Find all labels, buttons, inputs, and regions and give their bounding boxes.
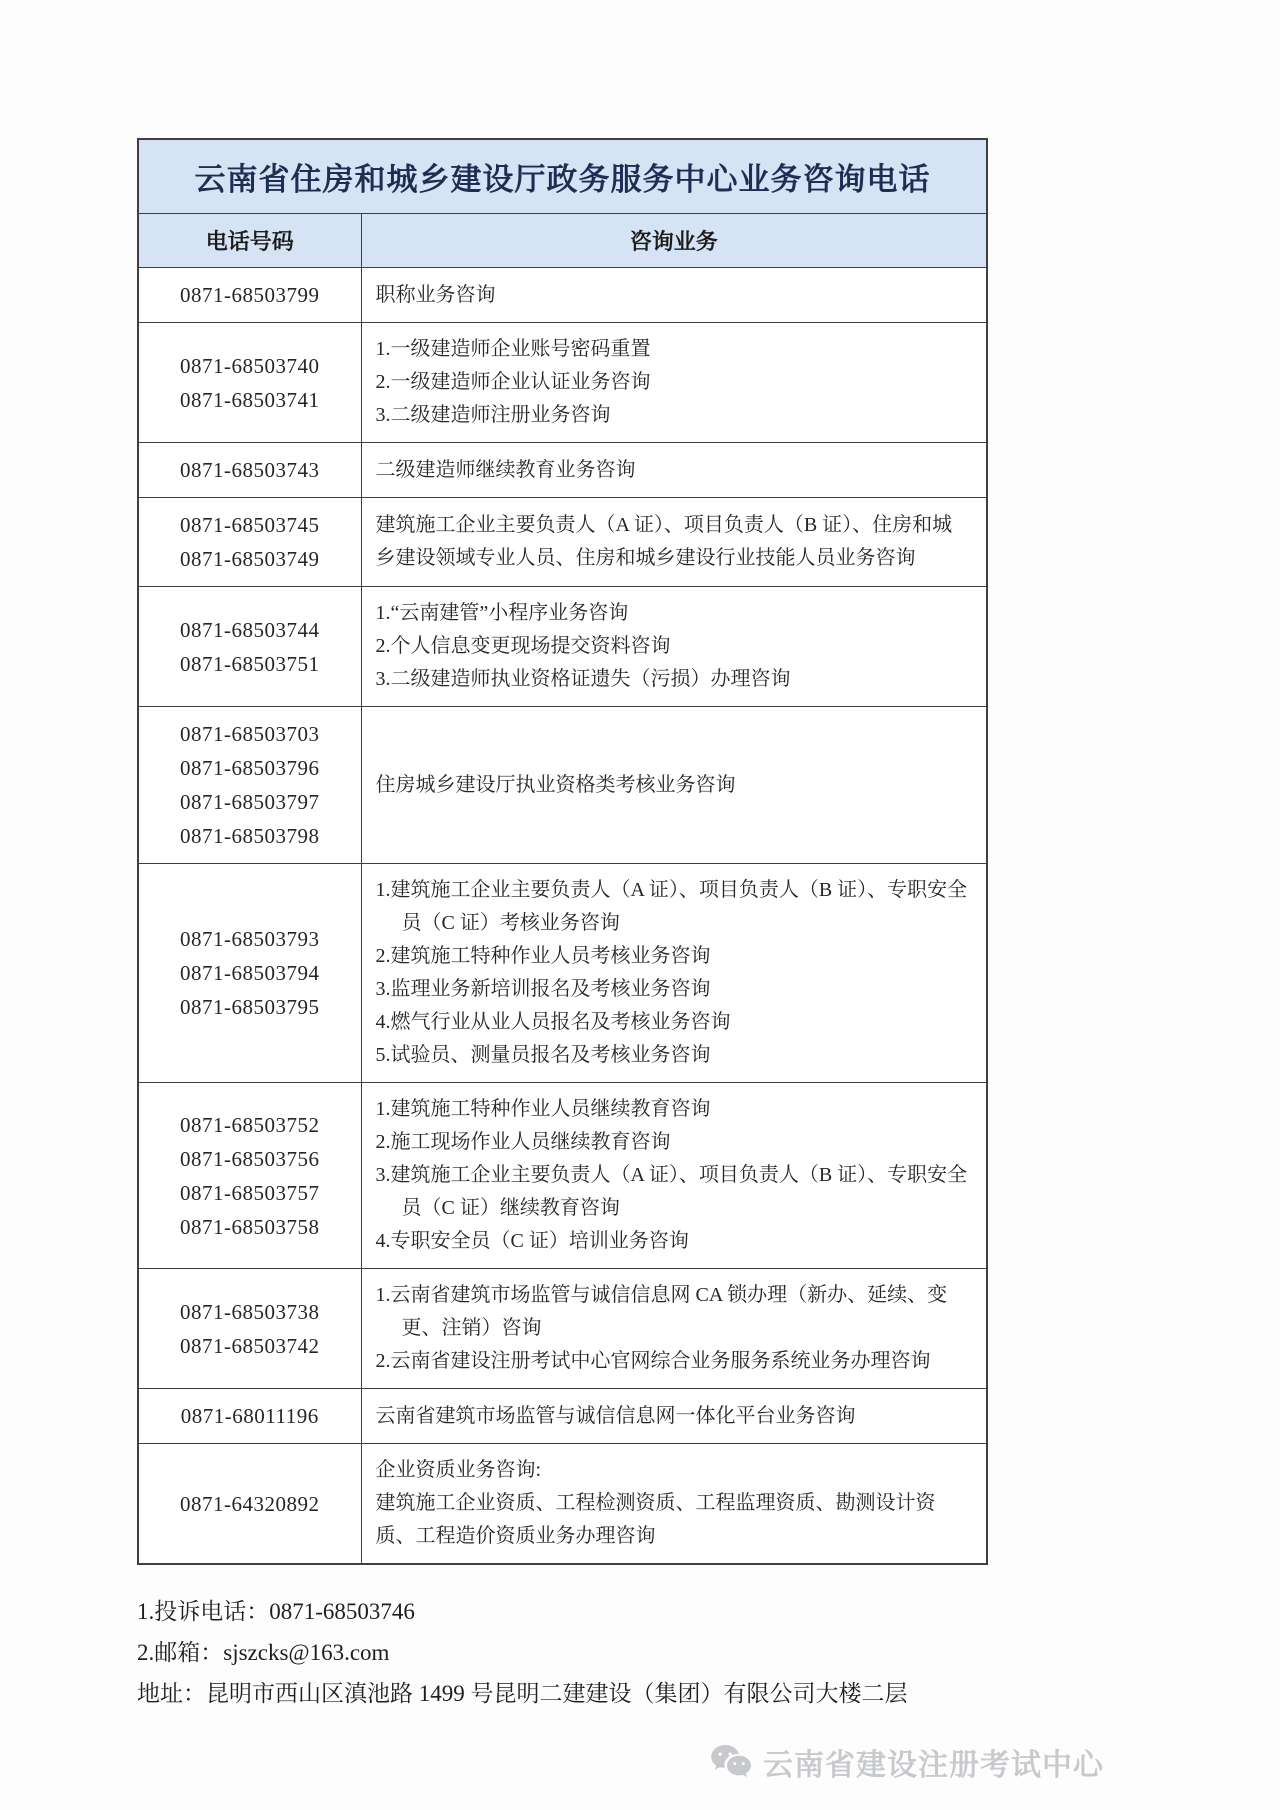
table-row [138,1389,987,1444]
phone-number: 0871-68503796 [180,756,320,780]
services-cell [361,1083,987,1269]
table-row [138,323,987,443]
phone-number: 0871-68503798 [180,824,320,848]
phone-number: 0871-68503751 [180,651,320,676]
wechat-icon [708,1742,754,1782]
service-item: 2.一级建造师企业认证业务咨询 [375,371,651,393]
phone-number: 0871-64320892 [180,1491,320,1516]
services-cell [361,864,987,1083]
watermark-text: 云南省建设注册考试中心 [763,1749,1104,1782]
column-header-service: 咨询业务 [361,214,987,268]
service-item: 二级建造师继续教育业务咨询 [375,458,636,481]
services-cell [361,1444,987,1565]
service-item: 1.云南省建筑市场监管与诚信信息网 CA 锁办理（新办、延续、变更、注销）咨询 [375,1284,948,1339]
services-cell [361,1389,987,1444]
table-row [138,268,987,323]
phone-number: 0871-68503794 [180,961,320,985]
service-item: 2.建筑施工特种作业人员考核业务咨询 [375,945,711,967]
service-item: 2.个人信息变更现场提交资料咨询 [375,635,671,657]
phone-number: 0871-68503703 [180,722,320,746]
phone-number: 0871-68503799 [180,283,320,307]
table-row [138,443,987,498]
phone-number: 0871-68011196 [180,1404,319,1428]
service-item: 职称业务咨询 [375,283,496,306]
table-row [138,707,987,864]
note-address: 地址：昆明市西山区滇池路 1499 号昆明二建建设（集团）有限公司大楼二层 [137,1681,908,1706]
service-item: 2.云南省建设注册考试中心官网综合业务服务系统业务办理咨询 [375,1350,931,1372]
services-cell [361,268,987,323]
phone-number: 0871-68503756 [180,1146,320,1171]
phone-number: 0871-68503793 [180,927,320,951]
service-item: 3.监理业务新培训报名及考核业务咨询 [375,978,711,1000]
note-email: 2.邮箱：sjszcks@163.com [137,1640,390,1665]
services-cell [361,587,987,707]
service-item: 1.“云南建管”小程序业务咨询 [375,602,629,624]
table-row [138,1444,987,1565]
service-item: 4.专职安全员（C 证）培训业务咨询 [375,1230,689,1252]
services-cell [361,498,987,587]
phone-numbers-cell [138,323,361,443]
service-item: 建筑施工企业主要负责人（A 证）、项目负责人（B 证）、住房和城乡建设领域专业人员、住房和城乡建设行业技能人员业务咨询 [375,514,953,569]
note-complaint-phone: 1.投诉电话：0871-68503746 [137,1599,415,1624]
service-item: 住房城乡建设厅执业资格类考核业务咨询 [375,773,736,796]
footer-notes [137,1591,1280,1714]
phone-numbers-cell [138,1083,361,1269]
services-cell [361,1269,987,1389]
phone-number: 0871-68503744 [180,617,320,642]
phone-number: 0871-68503745 [180,513,320,537]
consultation-phone-table [137,138,988,1565]
phone-numbers-cell [138,498,361,587]
table-title: 云南省住房和城乡建设厅政务服务中心业务咨询电话 [138,139,987,214]
phone-numbers-cell [138,1444,361,1565]
phone-number: 0871-68503743 [180,458,320,482]
phone-numbers-cell [138,1389,361,1444]
phone-number: 0871-68503749 [180,547,320,571]
service-item: 企业资质业务咨询: [375,1459,542,1481]
table-row [138,587,987,707]
table-title-row [138,139,987,214]
watermark [708,1740,1104,1784]
phone-numbers-cell [138,707,361,864]
table-header-row [138,214,987,268]
service-item: 1.建筑施工特种作业人员继续教育咨询 [375,1098,711,1120]
services-cell [361,707,987,864]
phone-number: 0871-68503797 [180,790,320,814]
services-cell [361,443,987,498]
phone-number: 0871-68503752 [180,1112,320,1137]
phone-number: 0871-68503758 [180,1214,320,1239]
table-row [138,1083,987,1269]
service-item: 2.施工现场作业人员继续教育咨询 [375,1131,671,1153]
table-row [138,498,987,587]
service-item: 云南省建筑市场监管与诚信信息网一体化平台业务咨询 [375,1404,856,1427]
service-item: 5.试验员、测量员报名及考核业务咨询 [375,1044,711,1066]
phone-numbers-cell [138,268,361,323]
phone-number: 0871-68503742 [180,1333,320,1358]
service-item: 3.二级建造师执业资格证遗失（污损）办理咨询 [375,668,791,690]
phone-numbers-cell [138,443,361,498]
service-item: 3.建筑施工企业主要负责人（A 证）、项目负责人（B 证）、专职安全员（C 证）继续教育咨询 [375,1164,968,1219]
phone-number: 0871-68503795 [180,995,320,1019]
service-item: 1.一级建造师企业账号密码重置 [375,338,651,360]
table-row [138,864,987,1083]
table-row [138,1269,987,1389]
phone-number: 0871-68503738 [180,1299,320,1324]
service-item: 建筑施工企业资质、工程检测资质、工程监理资质、勘测设计资质、工程造价资质业务办理咨询 [375,1492,936,1547]
phone-numbers-cell [138,587,361,707]
service-item: 1.建筑施工企业主要负责人（A 证）、项目负责人（B 证）、专职安全员（C 证）考核业务咨询 [375,879,968,934]
phone-number: 0871-68503740 [180,353,320,378]
service-item: 4.燃气行业从业人员报名及考核业务咨询 [375,1011,731,1033]
phone-number: 0871-68503741 [180,387,320,412]
service-item: 3.二级建造师注册业务咨询 [375,404,611,426]
phone-numbers-cell [138,1269,361,1389]
phone-number: 0871-68503757 [180,1180,320,1205]
column-header-phone: 电话号码 [138,214,361,268]
phone-numbers-cell [138,864,361,1083]
services-cell [361,323,987,443]
